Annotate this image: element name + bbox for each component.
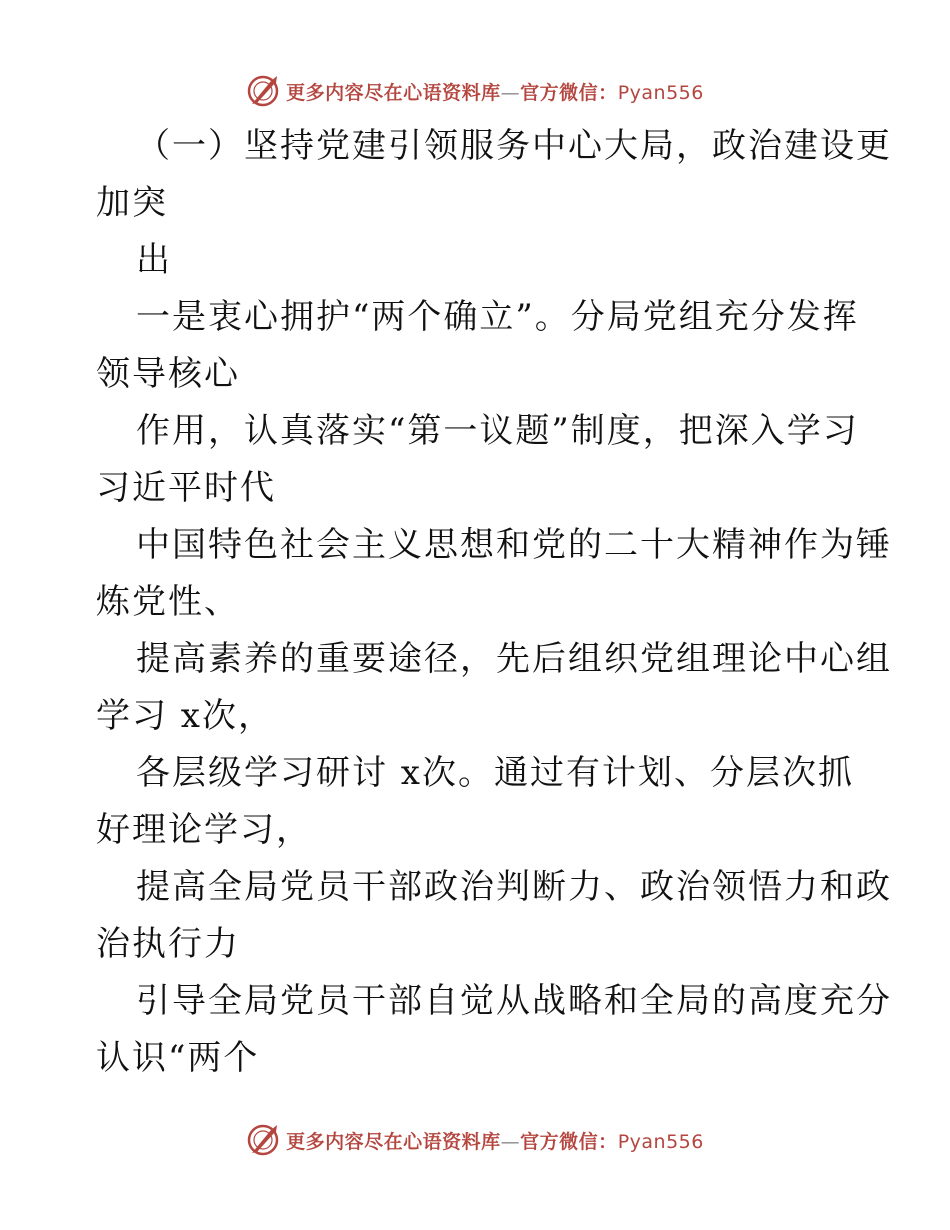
quill-logo-icon — [246, 1123, 280, 1157]
footer-banner-brand: Pyan556 — [617, 1130, 704, 1153]
footer-banner — [0, 1120, 950, 1160]
quill-logo-icon — [246, 74, 280, 108]
body-line: 好理论学习， — [96, 810, 312, 850]
footer-banner-text — [286, 1127, 704, 1154]
body-line: 一是衷心拥护“两个确立”。分局党组充分发挥 — [136, 297, 859, 337]
header-banner-part2: 官方微信： — [520, 81, 618, 104]
footer-banner-part1: 更多内容尽在心语资料库 — [286, 1130, 501, 1153]
body-line: （一）坚持党建引领服务中心大局，政治建设更 — [136, 126, 892, 166]
body-line: 引导全局党员干部自觉从战略和全局的高度充分 — [136, 981, 892, 1021]
header-banner — [0, 71, 950, 111]
body-line: 作用，认真落实“第一议题”制度，把深入学习 — [136, 411, 859, 451]
body-line: 中国特色社会主义思想和党的二十大精神作为锤 — [136, 525, 892, 565]
header-banner-dash: — — [500, 81, 521, 104]
body-line: 治执行力 — [96, 924, 240, 964]
body-line: 各层级学习研讨 x次。通过有计划、分层次抓 — [136, 753, 854, 793]
body-line: 炼党性、 — [96, 582, 240, 622]
header-banner-text — [286, 78, 704, 105]
body-line: 认识“两个 — [96, 1038, 260, 1078]
document-body — [96, 118, 892, 1087]
body-line: 提高素养的重要途径，先后组织党组理论中心组 — [136, 639, 892, 679]
body-line: 领导核心 — [96, 354, 240, 394]
body-line: 提高全局党员干部政治判断力、政治领悟力和政 — [136, 867, 892, 907]
footer-banner-part2: 官方微信： — [520, 1130, 618, 1153]
header-banner-part1: 更多内容尽在心语资料库 — [286, 81, 501, 104]
body-line: 学习 x次， — [96, 696, 274, 736]
body-line: 出 — [136, 240, 172, 280]
body-line: 习近平时代 — [96, 468, 276, 508]
footer-banner-dash: — — [500, 1130, 521, 1153]
body-line: 加突 — [96, 183, 168, 223]
header-banner-brand: Pyan556 — [617, 81, 704, 104]
